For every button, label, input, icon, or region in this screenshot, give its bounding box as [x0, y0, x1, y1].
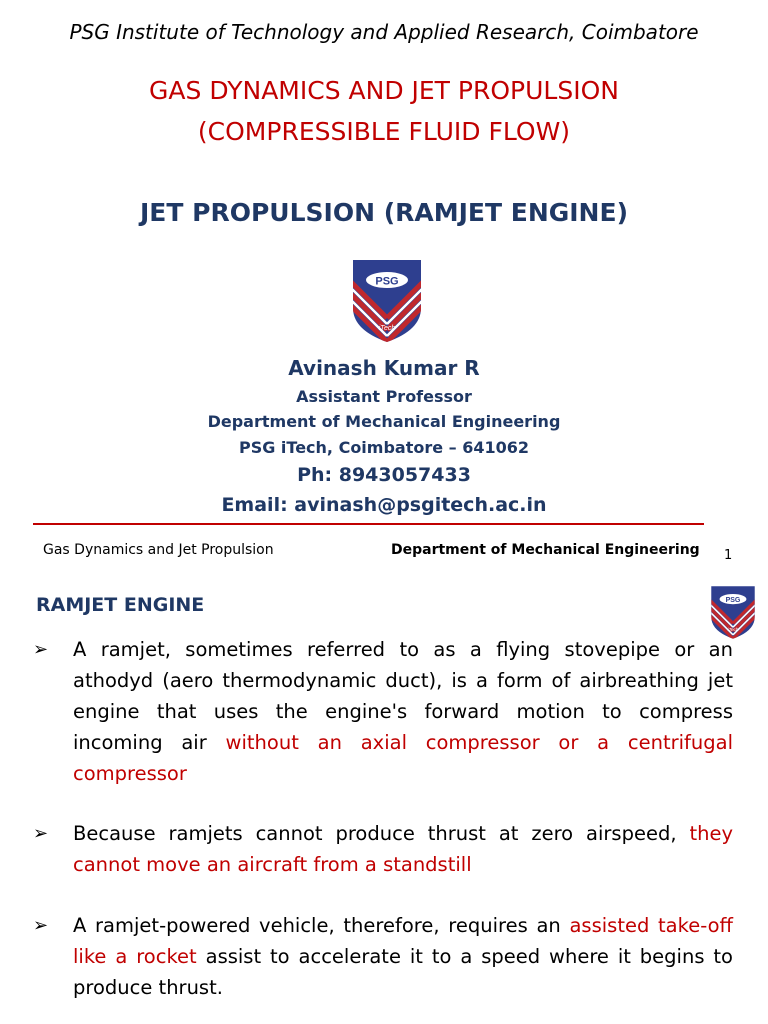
bullet-item-3: [33, 910, 733, 1003]
bullet-text-highlight: they cannot move an aircraft from a standstill: [73, 822, 733, 876]
title-line-1: GAS DYNAMICS AND JET PROPULSION: [149, 76, 619, 105]
department: Department of Mechanical Engineering: [207, 412, 561, 431]
bullet-text-highlight: assisted take-off like a rocket: [73, 914, 733, 968]
bullet-text: [73, 818, 733, 880]
address: PSG iTech, Coimbatore – 641062: [238, 438, 530, 457]
bullet-text-tail: assist to accelerate it to a speed where it begins to produce thrust.: [73, 945, 733, 999]
bullet-text-highlight: without an axial compressor or a centrifugal compressor: [73, 731, 734, 785]
logo-subtext: iTech: [378, 325, 396, 332]
logo-text: PSG: [375, 275, 399, 288]
bullet-text: [73, 634, 733, 789]
footer-left: Gas Dynamics and Jet Propulsion: [43, 542, 274, 558]
arrow-bullet-icon: ➢: [33, 639, 49, 660]
bullet-text-normal: A ramjet, sometimes referred to as a flying stovepipe or an athodyd (aero thermodynamic duct), is a form of airbreathing jet engine that uses the engine's forward motion to compress incoming air: [73, 638, 733, 754]
arrow-bullet-icon: ➢: [33, 823, 49, 844]
bullet-text-normal: Because ramjets cannot produce thrust at zero airspeed,: [73, 822, 690, 845]
section-heading: RAMJET ENGINE: [36, 594, 205, 616]
subtitle: JET PROPULSION (RAMJET ENGINE): [140, 198, 628, 227]
bullet-text-normal: A ramjet-powered vehicle, therefore, requires an: [73, 914, 570, 937]
psg-itech-logo-small: [710, 585, 756, 640]
arrow-bullet-icon: ➢: [33, 915, 49, 936]
title-line-2: (COMPRESSIBLE FLUID FLOW): [197, 117, 571, 146]
page-number: 1: [724, 548, 733, 563]
author-name: Avinash Kumar R: [288, 356, 480, 380]
footer-right: Department of Mechanical Engineering: [391, 542, 700, 558]
designation: Assistant Professor: [296, 387, 472, 406]
bullet-item-1: [33, 634, 733, 789]
bullet-text: [73, 910, 733, 1003]
phone: Ph: 8943057433: [297, 464, 471, 486]
logo-small-subtext: iTech: [727, 627, 739, 633]
institute-name: PSG Institute of Technology and Applied Research, Coimbatore: [69, 20, 699, 44]
email: Email: avinash@psgitech.ac.in: [221, 494, 547, 516]
psg-itech-logo: [351, 258, 423, 344]
bullet-item-2: [33, 818, 733, 880]
footer-divider: [33, 523, 704, 525]
logo-small-text: PSG: [725, 596, 741, 604]
